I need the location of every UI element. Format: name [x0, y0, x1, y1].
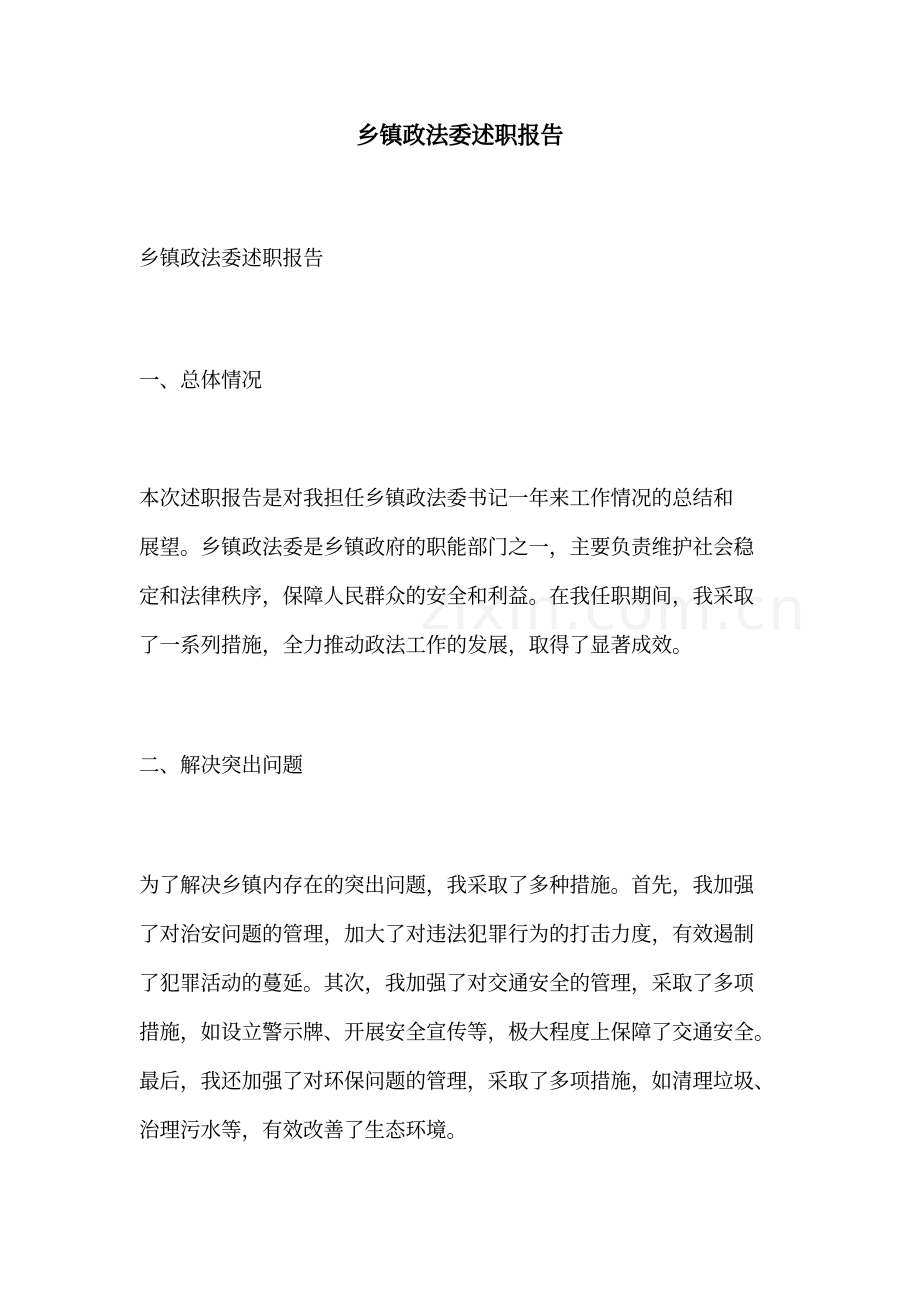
paragraph-line: 最后，我还加强了对环保问题的管理，采取了多项措施，如清理垃圾、: [139, 1069, 775, 1093]
paragraph-line: 展望。乡镇政法委是乡镇政府的职能部门之一，主要负责维护社会稳: [139, 535, 754, 559]
section-heading-overview: 一、总体情况: [139, 368, 262, 392]
paragraph-line: 了对治安问题的管理，加大了对违法犯罪行为的打击力度，有效遏制: [139, 922, 754, 946]
document-subtitle: 乡镇政法委述职报告: [139, 246, 324, 270]
paragraph-line: 了犯罪活动的蔓延。其次，我加强了对交通安全的管理，采取了多项: [139, 971, 754, 995]
paragraph-line: 治理污水等，有效改善了生态环境。: [139, 1118, 467, 1142]
paragraph-line: 措施，如设立警示牌、开展安全宣传等，极大程度上保障了交通安全。: [139, 1020, 775, 1044]
paragraph-line: 定和法律秩序，保障人民群众的安全和利益。在我任职期间，我采取: [139, 584, 754, 608]
section-heading-problems: 二、解决突出问题: [139, 753, 303, 777]
document-title: 乡镇政法委述职报告: [356, 122, 564, 149]
paragraph-line: 本次述职报告是对我担任乡镇政法委书记一年来工作情况的总结和: [139, 486, 734, 510]
paragraph-line: 为了解决乡镇内存在的突出问题，我采取了多种措施。首先，我加强: [139, 873, 754, 897]
paragraph-line: 了一系列措施，全力推动政法工作的发展，取得了显著成效。: [139, 633, 693, 657]
